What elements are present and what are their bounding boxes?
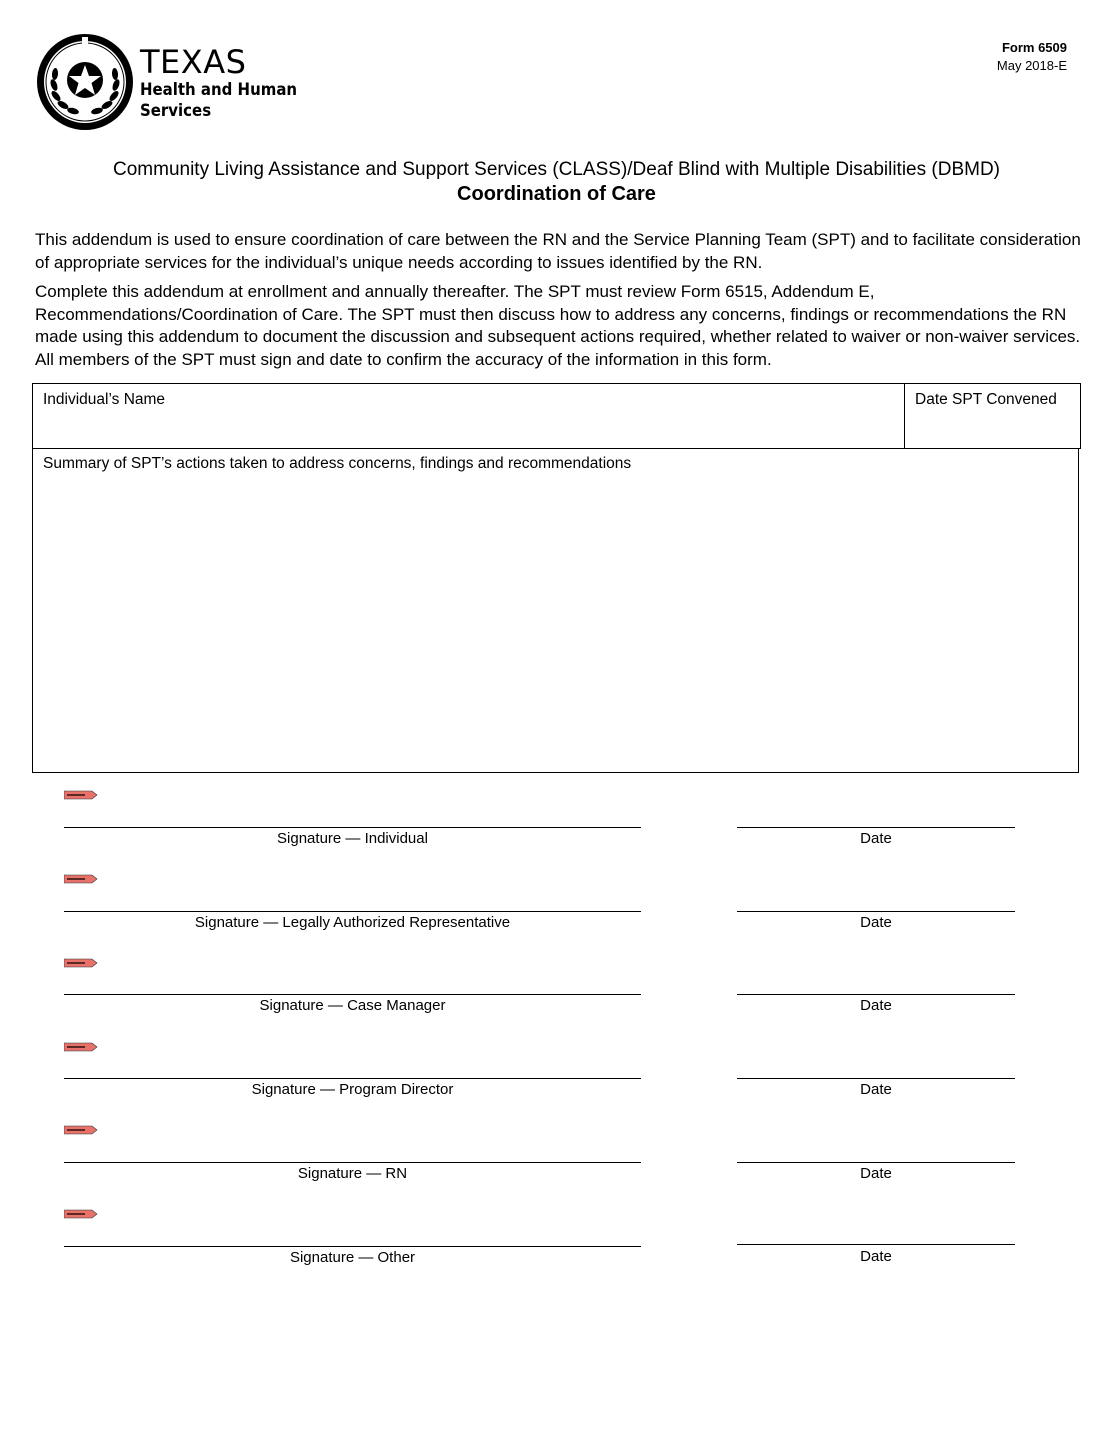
signature-label: Signature — RN — [297, 1165, 408, 1182]
individual-name-label: Individual’s Name — [43, 391, 166, 408]
date-label: Date — [860, 997, 892, 1014]
form-subtitle: Coordination of Care — [457, 183, 656, 205]
sign-here-tab-icon[interactable] — [64, 874, 98, 884]
form-revision-date: May 2018-E — [996, 58, 1067, 73]
signature-line[interactable] — [64, 1078, 641, 1079]
date-label: Date — [860, 1081, 892, 1098]
signature-block-rn — [0, 1125, 1113, 1209]
signature-block-case-manager — [0, 958, 1113, 1042]
date-label: Date — [860, 1165, 892, 1182]
summary-field[interactable] — [32, 448, 1079, 773]
date-label: Date — [860, 914, 892, 931]
sign-here-tab-icon[interactable] — [64, 1209, 98, 1219]
date-spt-convened-field[interactable] — [905, 384, 1080, 448]
signature-line[interactable] — [64, 911, 641, 912]
date-line[interactable] — [737, 827, 1015, 828]
agency-title: TEXAS — [140, 43, 247, 81]
date-label: Date — [860, 1248, 892, 1265]
sign-here-tab-icon[interactable] — [64, 958, 98, 968]
signature-label: Signature — Other — [289, 1249, 416, 1266]
table-header-row — [32, 383, 1081, 449]
summary-label: Summary of SPT’s actions taken to address concerns, findings and recommendations — [43, 455, 632, 472]
individual-name-field[interactable] — [33, 384, 905, 448]
date-line[interactable] — [737, 1162, 1015, 1163]
sign-here-tab-icon[interactable] — [64, 1042, 98, 1052]
sign-here-tab-icon[interactable] — [64, 1125, 98, 1135]
signature-block-program-director — [0, 1042, 1113, 1126]
form-number: Form 6509 — [1001, 40, 1067, 55]
signature-block-individual — [0, 790, 1113, 874]
date-line[interactable] — [737, 994, 1015, 995]
sign-here-tab-icon[interactable] — [64, 790, 98, 800]
signature-label: Signature — Case Manager — [259, 997, 446, 1014]
agency-subtitle-line2: Services — [140, 101, 212, 121]
date-line[interactable] — [737, 1244, 1015, 1245]
signature-line[interactable] — [64, 994, 641, 995]
agency-name — [140, 44, 318, 122]
date-label: Date — [860, 830, 892, 847]
date-line[interactable] — [737, 1078, 1015, 1079]
form-identifier — [997, 39, 1067, 75]
texas-hhs-seal-logo — [36, 33, 134, 131]
signature-line[interactable] — [64, 1246, 641, 1247]
signature-line[interactable] — [64, 1162, 641, 1163]
intro-paragraph: This addendum is used to ensure coordination of care between the RN and the Service Planning Team (SPT) and to facilitate consideration of appropriate services for the individual’s unique needs according to issues identified by the RN. — [35, 230, 1081, 272]
agency-subtitle-line1: Health and Human — [140, 80, 298, 100]
signature-block-lar — [0, 874, 1113, 958]
signature-block-other — [0, 1209, 1113, 1293]
signature-line[interactable] — [64, 827, 641, 828]
signature-label: Signature — Program Director — [251, 1081, 454, 1098]
signature-label: Signature — Individual — [277, 830, 428, 847]
date-line[interactable] — [737, 911, 1015, 912]
instructions-paragraph: Complete this addendum at enrollment and annually thereafter. The SPT must review Form 6515, Addendum E, Recommendations/Coordination of Care. The SPT must then discuss how to address any concerns, findings or recommendations the RN made using this addendum to document the discussion and subsequent actions required, whether related to waiver or non-waiver services. All members of the SPT must sign and date to confirm the accuracy of the information in this form. — [35, 282, 1081, 369]
form-title: Community Living Assistance and Support Services (CLASS)/Deaf Blind with Multiple Disabilities (DBMD) — [113, 159, 1000, 180]
signature-label: Signature — Legally Authorized Representative — [194, 914, 511, 931]
date-spt-convened-label: Date SPT Convened — [915, 391, 1057, 408]
